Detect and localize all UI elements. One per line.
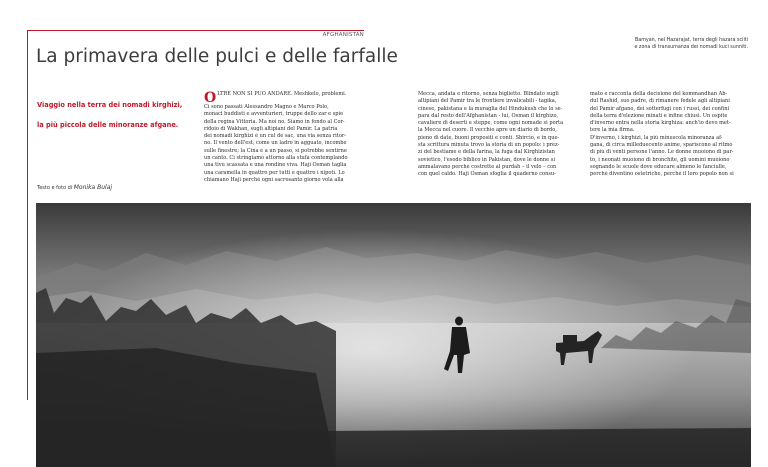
body-line: Ci sono passati Alessandro Magno e Marco Polo, (204, 104, 329, 110)
body-line: tere la mia firma. (590, 127, 635, 134)
body-line: perché diventino ostetriche, perché il loro popolo non si (590, 171, 734, 178)
article-title: La primavera delle pulci e delle farfalle (36, 46, 398, 67)
body-column-3 (590, 91, 740, 179)
body-line (204, 91, 354, 104)
body-line: sulle finestre; la Cina è a un passo, si potrebbe sentirne (204, 147, 347, 154)
body-line: cinese, pakistana e la muraglia del Hindukush che lo se- (418, 105, 563, 112)
body-line: dul Rashid, suo padre, di rimanere fedele agli altipiani (590, 98, 730, 105)
body-line: sognando le scuole dove educare almeno le fanciulle, (590, 163, 727, 170)
photo-caption (586, 38, 748, 51)
body-line: del Pamir afgano, dei sotterfugi con i russi, dei confini (590, 105, 730, 112)
body-line: D'inverno, i kirghizi, la più minuscola minoranza af- (590, 134, 723, 141)
drop-cap: O (204, 91, 217, 104)
body-line: sta scrittura minuta trovo la storia di un popolo: i prez- (418, 142, 560, 149)
body-line: chiamano Haji perché ogni sacrosanto giorno vola alla (204, 176, 344, 183)
body-line: no. Il vento dell'est, come un ladro in agguato, incombe (204, 140, 347, 147)
body-line: di più di venti persone l'anno. Le donne muoiono di par- (590, 149, 734, 156)
body-column-1 (204, 91, 354, 184)
header-rule (28, 30, 364, 31)
body-line: zi del bestiame e della farina, la fuga dal Kirghizistan (418, 149, 555, 156)
body-line: altipiani del Pamir tra le frontiere invalicabili - tagika, (418, 98, 557, 105)
body-line: para dal resto dell'Afghanistan - lui, Osman il kirghizo, (418, 112, 559, 119)
subtitle-line: Viaggio nella terra dei nomadi kirghizi, (37, 101, 183, 109)
body-line: della terra d'elezione minati e infine chiusi. Un ospite (590, 112, 728, 119)
subtitle-line: la più piccola delle minoranze afgane. (37, 121, 179, 129)
body-line: d'inverno entra nella storia kirghiza: anch'io devo met- (590, 120, 731, 127)
caption-line: Bamyan, nel Hazarajat, terra degli hazara sciiti (634, 38, 748, 43)
body-line: to, i neonati muoiono di bronchite, gli uomini muoiono (590, 156, 730, 163)
body-line: pieno di date, buoni propositi e conti. Sbircio, e in que- (418, 134, 560, 141)
body-line: mato e racconta della decisione del kommandhan Ab- (590, 91, 728, 97)
body-line: ridoio di Wakhan, sugli altipiani del Pamir. La patria (204, 125, 338, 132)
body-line: dei nomadi kirghizi è un cul de sac, una via senza ritor- (204, 133, 346, 140)
caption-line: e zona di transumanza dei nomadi kuci sunniti. (634, 44, 748, 50)
byline (37, 184, 112, 191)
byline-prefix: Testo e foto di (37, 185, 73, 191)
article-subtitle (37, 95, 197, 135)
byline-author: Monika Bulaj (73, 184, 113, 191)
body-line: con quel caldo. Haji Osman sfoglia il quaderno consu- (418, 171, 556, 178)
body-text: LTRE NON SI PUÒ ANDARE. Meshkelo, problemi. (217, 91, 347, 97)
body-line: cavaliere di deserti e steppe, come ogni nomade si porta (418, 120, 564, 127)
body-line: monaci buddisti e avventurieri, truppe dello zar e spie (204, 111, 344, 118)
body-column-2 (418, 91, 568, 179)
body-line: la Mecca nel cuore. Il vecchio apre un diario di bordo, (418, 127, 557, 134)
body-line: gana, di circa milleduecento anime, spariscono al ritmo (590, 142, 733, 149)
body-line: Mecca, andata e ritorno, senza biglietto. Blindato sugli (418, 91, 559, 97)
section-label: AFGHANISTAN (322, 32, 364, 38)
body-line: una tivù scassata e una rondine viva. Haji Osman taglia (204, 162, 347, 169)
body-line: una caramella in quattro per tutti e quattro i nipoti. Lo (204, 169, 345, 176)
body-line: un canto. Ci stringiamo attorno alla stufa contemplando (204, 155, 348, 162)
body-line: ammalavano perché costrette al purdah – il velo – con (418, 163, 557, 170)
margin-rule (27, 30, 28, 400)
article-photo (36, 203, 751, 467)
body-line: della regina Vittoria. Ma noi no. Siamo in fondo al Cor- (204, 118, 345, 125)
body-line: sovietico, l'esodo biblico in Pakistan, dove le donne si (418, 156, 555, 163)
